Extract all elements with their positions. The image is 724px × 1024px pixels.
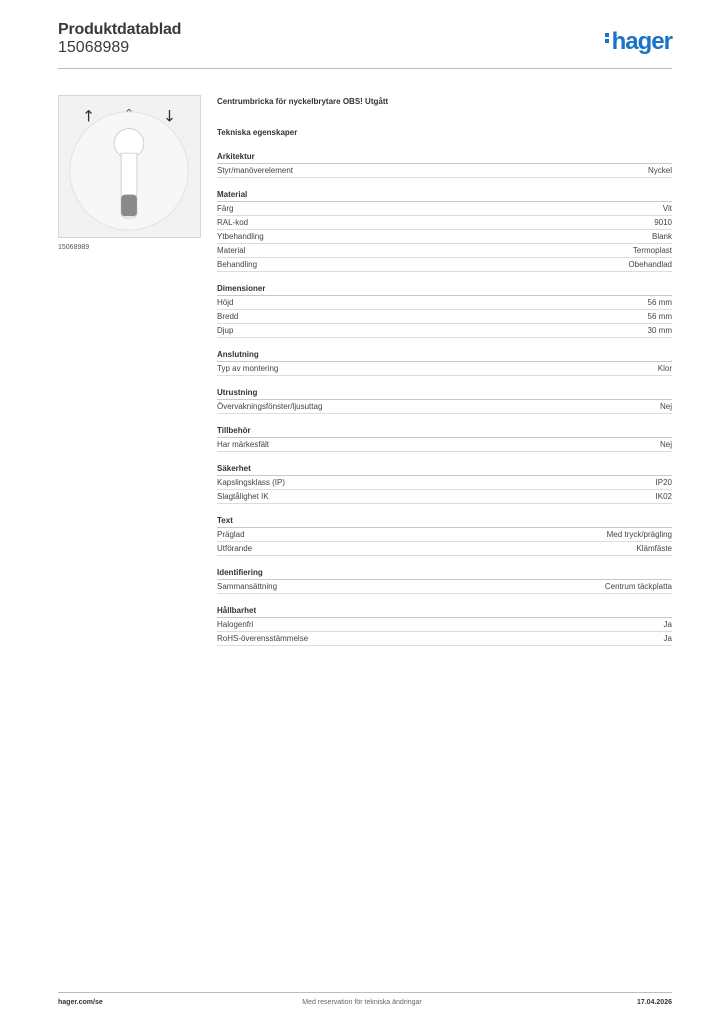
spec-row xyxy=(217,632,672,646)
spec-value: Ja xyxy=(663,634,672,643)
footer-divider xyxy=(58,992,672,993)
spec-group-title: Utrustning xyxy=(217,388,672,400)
spec-row xyxy=(217,164,672,178)
spec-row xyxy=(217,202,672,216)
spec-row xyxy=(217,310,672,324)
spec-group-title: Säkerhet xyxy=(217,464,672,476)
spec-row xyxy=(217,296,672,310)
spec-label: Styr/manöverelement xyxy=(217,166,294,175)
spec-label: Har märkesfält xyxy=(217,440,270,449)
spec-groups xyxy=(217,152,672,646)
spec-row xyxy=(217,216,672,230)
spec-row xyxy=(217,362,672,376)
spec-group xyxy=(217,388,672,414)
spec-value: 56 mm xyxy=(647,298,672,307)
spec-label: Djup xyxy=(217,326,234,335)
spec-group xyxy=(217,426,672,452)
image-caption: 15068989 xyxy=(58,244,90,251)
spec-value: Blank xyxy=(651,232,672,241)
document-title: Produktdatablad xyxy=(58,21,182,38)
logo-text: hager xyxy=(611,28,672,55)
document-number: 15068989 xyxy=(58,39,130,56)
spec-group-title: Dimensioner xyxy=(217,284,672,296)
spec-label: Övervakningsfönster/ljusuttag xyxy=(217,402,323,411)
spec-row xyxy=(217,400,672,414)
spec-value: Med tryck/prägling xyxy=(606,530,672,539)
spec-row xyxy=(217,244,672,258)
spec-label: Höjd xyxy=(217,298,234,307)
spec-value: Nej xyxy=(659,440,672,449)
hager-logo xyxy=(605,28,672,56)
header-divider xyxy=(58,68,672,69)
spec-group xyxy=(217,568,672,594)
logo-dots-icon xyxy=(605,31,610,45)
spec-label: Kapslingsklass (IP) xyxy=(217,478,286,487)
spec-group xyxy=(217,516,672,556)
spec-row xyxy=(217,490,672,504)
arrow-up-icon: ↑ xyxy=(81,106,96,126)
spec-group xyxy=(217,152,672,178)
section-heading: Tekniska egenskaper xyxy=(217,128,298,137)
spec-group xyxy=(217,350,672,376)
spec-label: Behandling xyxy=(217,260,258,269)
spec-value: Klor xyxy=(657,364,672,373)
spec-label: RoHS-överensstämmelse xyxy=(217,634,309,643)
caret-icon: ^ xyxy=(125,108,133,119)
arrow-down-icon: ↓ xyxy=(162,106,177,126)
spec-row xyxy=(217,580,672,594)
spec-value: 9010 xyxy=(654,218,672,227)
spec-group xyxy=(217,190,672,272)
spec-group-title: Anslutning xyxy=(217,350,672,362)
spec-group-title: Identifiering xyxy=(217,568,672,580)
spec-label: Ytbehandling xyxy=(217,232,264,241)
spec-value: 30 mm xyxy=(647,326,672,335)
product-image xyxy=(58,95,201,238)
spec-group xyxy=(217,284,672,338)
spec-value: Termoplast xyxy=(632,246,672,255)
spec-row xyxy=(217,542,672,556)
spec-group xyxy=(217,606,672,646)
spec-label: Slagtålighet IK xyxy=(217,492,269,501)
spec-value: IP20 xyxy=(655,478,672,487)
spec-group-title: Arkitektur xyxy=(217,152,672,164)
spec-value: 56 mm xyxy=(647,312,672,321)
spec-value: Nej xyxy=(659,402,672,411)
spec-group xyxy=(217,464,672,504)
spec-row xyxy=(217,230,672,244)
footer-note: Med reservation för tekniska ändringar xyxy=(302,999,422,1006)
footer-website: hager.com/se xyxy=(58,999,103,1006)
spec-group-title: Material xyxy=(217,190,672,202)
spec-label: Bredd xyxy=(217,312,239,321)
spec-row xyxy=(217,528,672,542)
spec-group-title: Text xyxy=(217,516,672,528)
spec-row xyxy=(217,476,672,490)
spec-label: Sammansättning xyxy=(217,582,278,591)
spec-row xyxy=(217,258,672,272)
spec-group-title: Hållbarhet xyxy=(217,606,672,618)
spec-row xyxy=(217,618,672,632)
spec-label: Utförande xyxy=(217,544,253,553)
specification-content xyxy=(217,97,672,646)
spec-value: Vit xyxy=(662,204,672,213)
spec-row xyxy=(217,438,672,452)
spec-label: Material xyxy=(217,246,246,255)
spec-value: Nyckel xyxy=(647,166,672,175)
spec-label: RAL-kod xyxy=(217,218,249,227)
spec-value: Klämfäste xyxy=(636,544,672,553)
spec-label: Färg xyxy=(217,204,234,213)
spec-label: Typ av montering xyxy=(217,364,279,373)
spec-row xyxy=(217,324,672,338)
key-switch-plate-illustration xyxy=(59,96,200,237)
product-description: Centrumbricka för nyckelbrytare OBS! Utgått xyxy=(217,97,389,106)
spec-label: Halogenfri xyxy=(217,620,254,629)
spec-value: IK02 xyxy=(655,492,672,501)
spec-label: Präglad xyxy=(217,530,245,539)
spec-value: Obehandlad xyxy=(628,260,672,269)
spec-value: Ja xyxy=(663,620,672,629)
spec-group-title: Tillbehör xyxy=(217,426,672,438)
spec-value: Centrum täckplatta xyxy=(604,582,672,591)
footer-date: 17.04.2026 xyxy=(636,999,672,1006)
